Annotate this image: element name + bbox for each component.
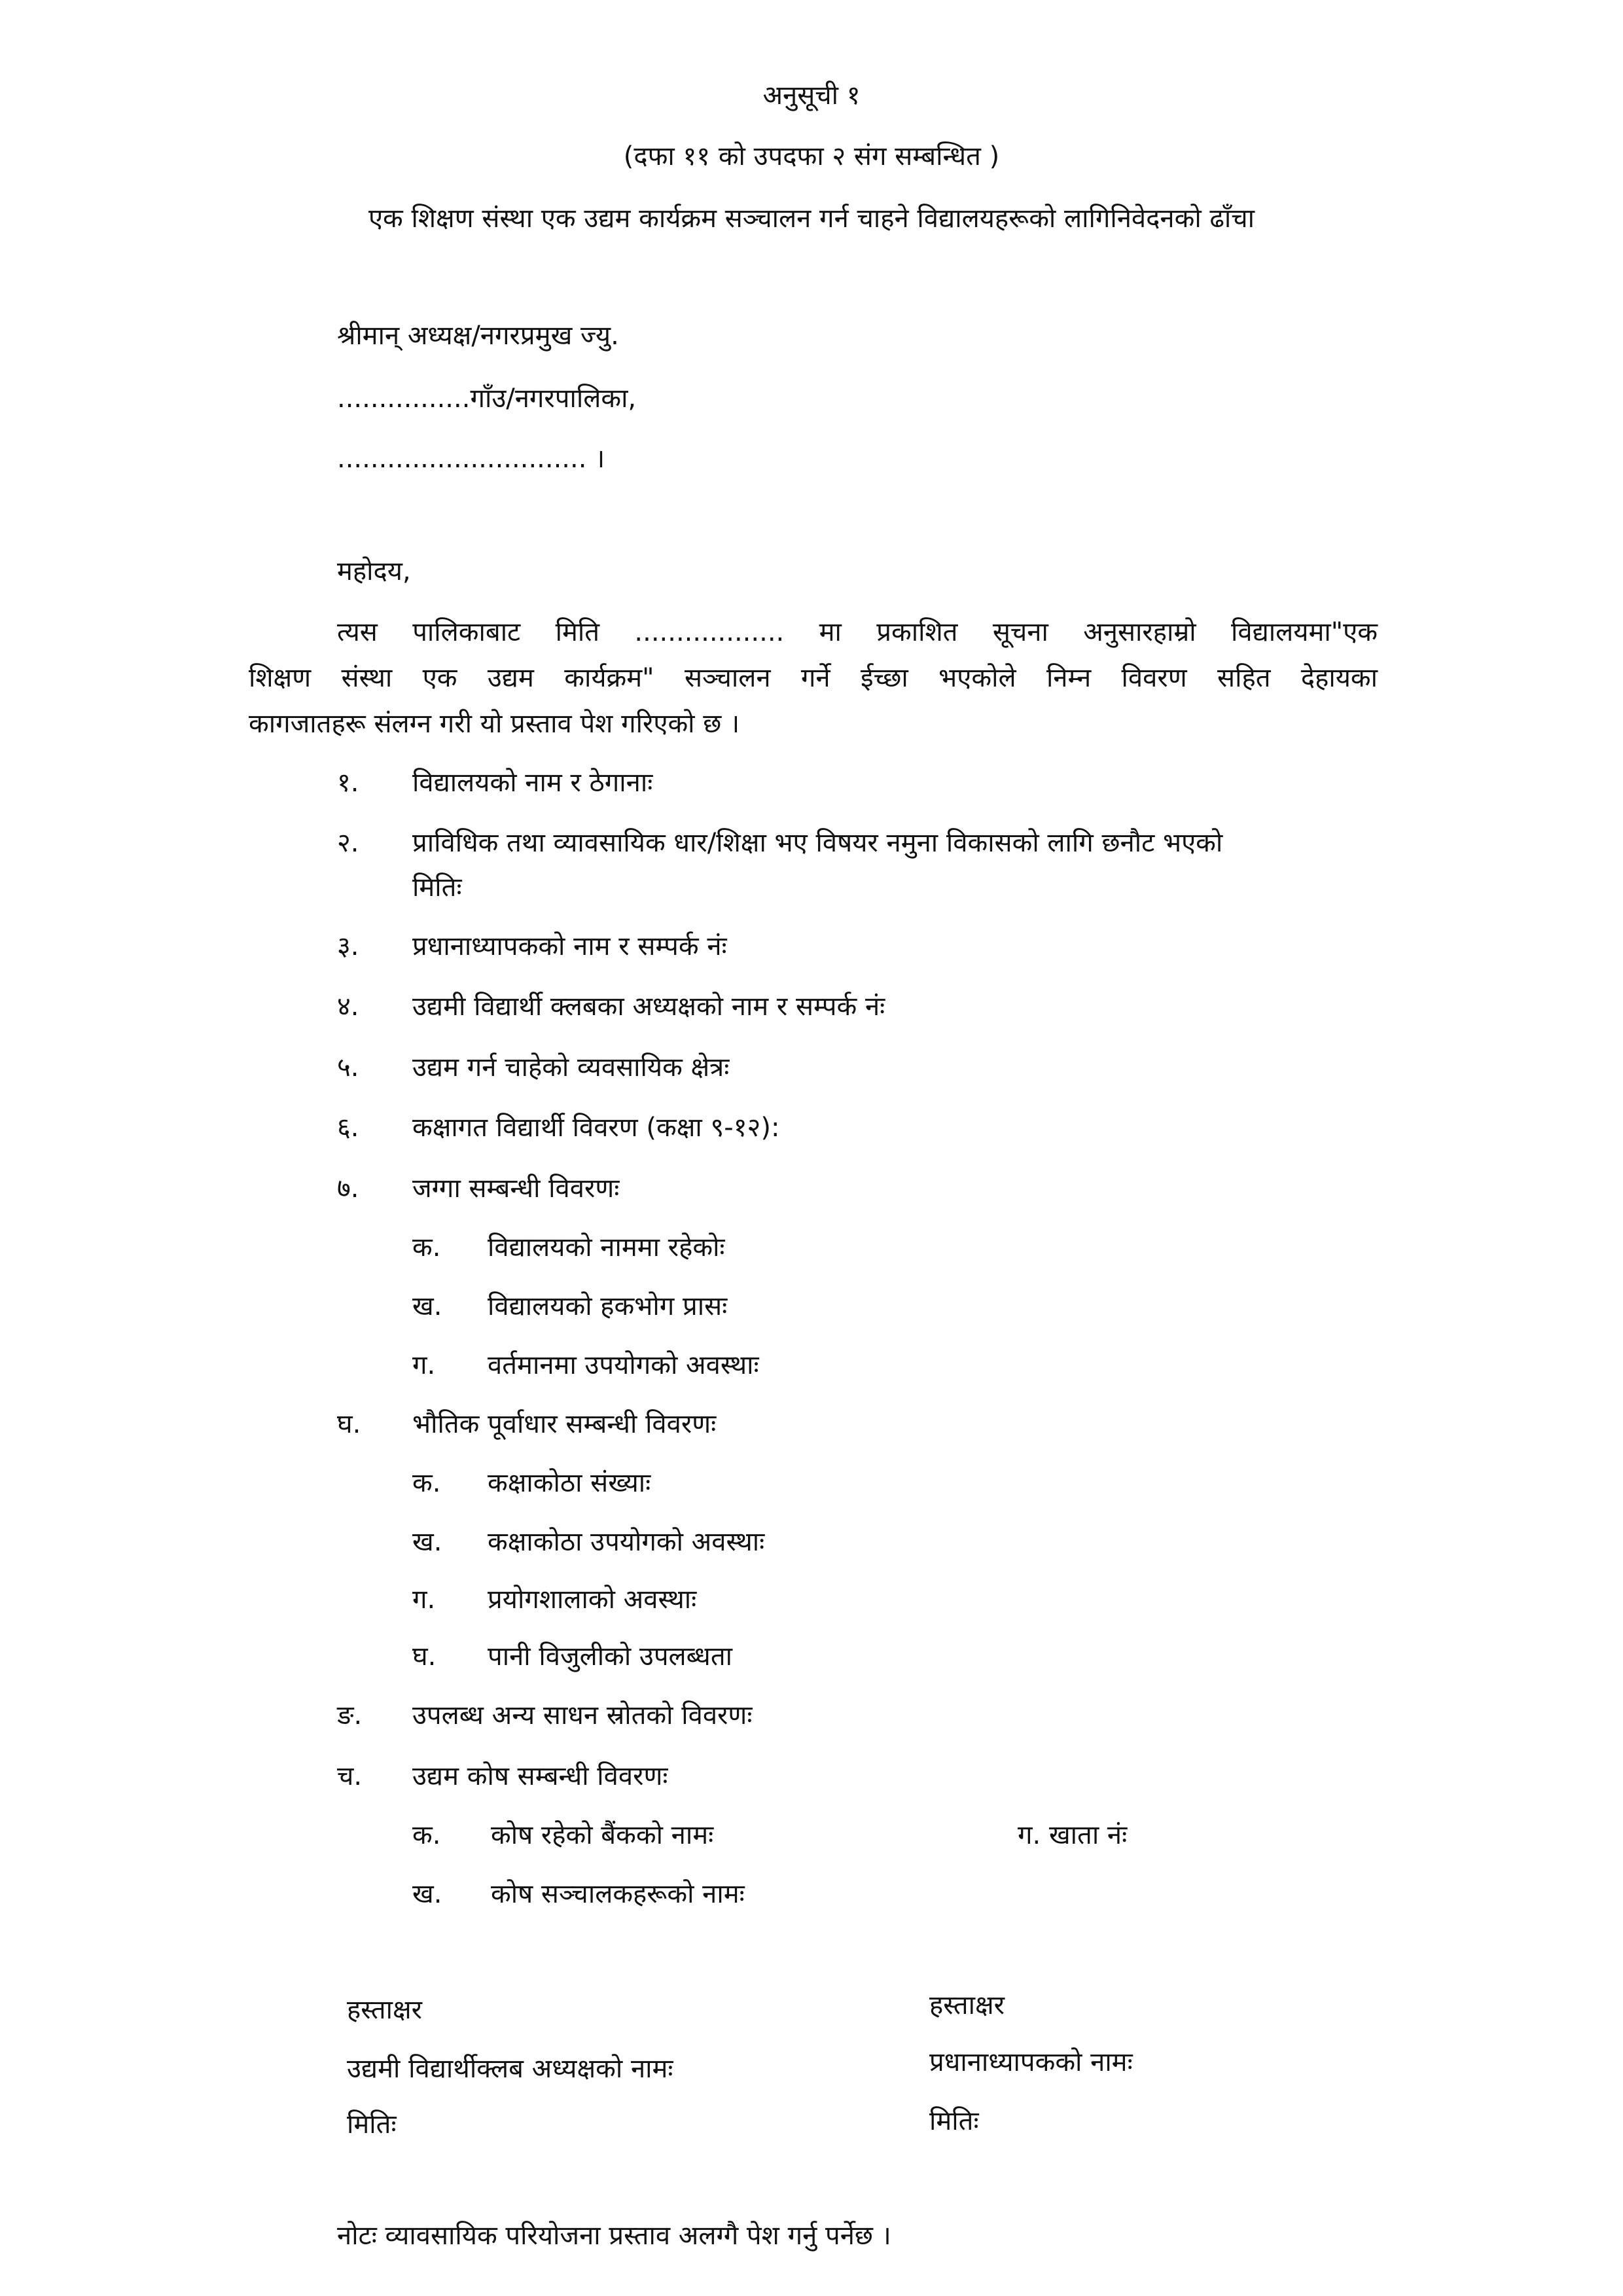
infra-item-kha-number: ख.	[412, 1527, 442, 1557]
infra-item-ka-number: क.	[412, 1468, 441, 1498]
item-5-text: उद्यम गर्न चाहेको व्यवसायिक क्षेत्रः	[412, 1052, 730, 1083]
paragraph-line-3: कागजातहरू संलग्न गरी यो प्रस्ताव पेश गरिएको छ ।	[249, 709, 740, 739]
infra-number: घ.	[337, 1409, 361, 1439]
fund-number: च.	[337, 1761, 363, 1791]
form-title: एक शिक्षण संस्था एक उद्यम कार्यक्रम सञ्चालन गर्न चाहने विद्यालयहरूको लागिनिवेदनको ढाँचा	[368, 204, 1255, 234]
infra-text: भौतिक पूर्वाधार सम्बन्धी विवरणः	[412, 1409, 717, 1439]
salutation: महोदय,	[337, 556, 411, 586]
infra-item-ga-text: प्रयोगशालाको अवस्थाः	[488, 1585, 697, 1615]
fund-text: उद्यम कोष सम्बन्धी विवरणः	[412, 1761, 668, 1791]
fund-bank-text: कोष रहेको बैंकको नामः	[491, 1820, 714, 1850]
section-reference: (दफा ११ को उपदफा २ संग सम्बन्धित )	[623, 141, 1000, 171]
item-3-text: प्रधानाध्यापकको नाम र सम्पर्क नंः	[412, 931, 727, 961]
land-item-ga-text: वर्तमानमा उपयोगको अवस्थाः	[488, 1350, 759, 1380]
address-line-3: .............................. ।	[337, 444, 605, 474]
land-item-kha-number: ख.	[412, 1291, 442, 1321]
fund-managers-number: ख.	[412, 1879, 442, 1909]
item-2-text-continued: मितिः	[412, 872, 462, 903]
item-1-text: विद्यालयको नाम र ठेगानाः	[412, 768, 653, 798]
item-7-number: ७.	[337, 1174, 359, 1204]
land-item-ga-number: ग.	[412, 1350, 436, 1380]
right-name-label: प्रधानाध्यापकको नामः	[929, 2047, 1133, 2077]
infra-item-gha-number: घ.	[412, 1641, 437, 1672]
infra-item-ga-number: ग.	[412, 1585, 436, 1615]
fund-bank-number: क.	[412, 1820, 441, 1850]
item-4-text: उद्यमी विद्यार्थी क्लबका अध्यक्षको नाम र सम्पर्क नंः	[412, 992, 885, 1022]
land-item-ka-text: विद्यालयको नाममा रहेकोः	[488, 1232, 725, 1263]
item-1-number: १.	[337, 768, 359, 798]
infra-item-kha-text: कक्षाकोठा उपयोगको अवस्थाः	[488, 1527, 765, 1557]
address-line-2: ................गाँउ/नगरपालिका,	[337, 384, 637, 414]
fund-managers-text: कोष सञ्चालकहरूको नामः	[491, 1879, 745, 1909]
left-signature-label: हस्ताक्षर	[347, 1995, 422, 2025]
resources-number: ङ.	[337, 1700, 363, 1731]
item-6-number: ६.	[337, 1113, 359, 1143]
right-date-label: मितिः	[929, 2106, 979, 2136]
land-item-ka-number: क.	[412, 1232, 441, 1263]
schedule-heading: अनुसूची १	[762, 81, 861, 111]
infra-item-ka-text: कक्षाकोठा संख्याः	[488, 1468, 651, 1498]
fund-account-number: ग. खाता नंः	[1018, 1820, 1128, 1850]
paragraph-line-2: शिक्षण संस्था एक उद्यम कार्यक्रम" सञ्चालन गर्ने ईच्छा भएकोले निम्न विवरण सहित देहायका	[249, 663, 1378, 693]
item-5-number: ५.	[337, 1052, 359, 1083]
item-3-number: ३.	[337, 931, 359, 961]
item-7-text: जग्गा सम्बन्धी विवरणः	[412, 1174, 620, 1204]
land-item-kha-text: विद्यालयको हकभोग प्रासः	[488, 1291, 728, 1321]
left-date-label: मितिः	[347, 2109, 397, 2140]
left-name-label: उद्यमी विद्यार्थीक्लब अध्यक्षको नामः	[347, 2054, 673, 2084]
paragraph-line-1: त्यस पालिकाबाट मिति .................. मा प्रकाशित सूचना अनुसारहाम्रो विद्यालयमा"एक	[337, 617, 1378, 647]
item-2-text: प्राविधिक तथा व्यावसायिक धार/शिक्षा भए विषयर नमुना विकासको लागि छनौट भएको	[412, 828, 1223, 858]
item-6-text: कक्षागत विद्यार्थी विवरण (कक्षा ९-१२):	[412, 1113, 780, 1143]
right-signature-label: हस्ताक्षर	[929, 1990, 1005, 2020]
resources-text: उपलब्ध अन्य साधन स्रोतको विवरणः	[412, 1700, 753, 1731]
infra-item-gha-text: पानी विजुलीको उपलब्धता	[488, 1641, 732, 1672]
item-4-number: ४.	[337, 992, 359, 1022]
note: नोटः व्यावसायिक परियोजना प्रस्ताव अलग्गै पेश गर्नु पर्नेछ ।	[337, 2221, 891, 2251]
address-line-1: श्रीमान् अध्यक्ष/नगरप्रमुख ज्यु.	[337, 321, 619, 351]
item-2-number: २.	[337, 828, 359, 858]
